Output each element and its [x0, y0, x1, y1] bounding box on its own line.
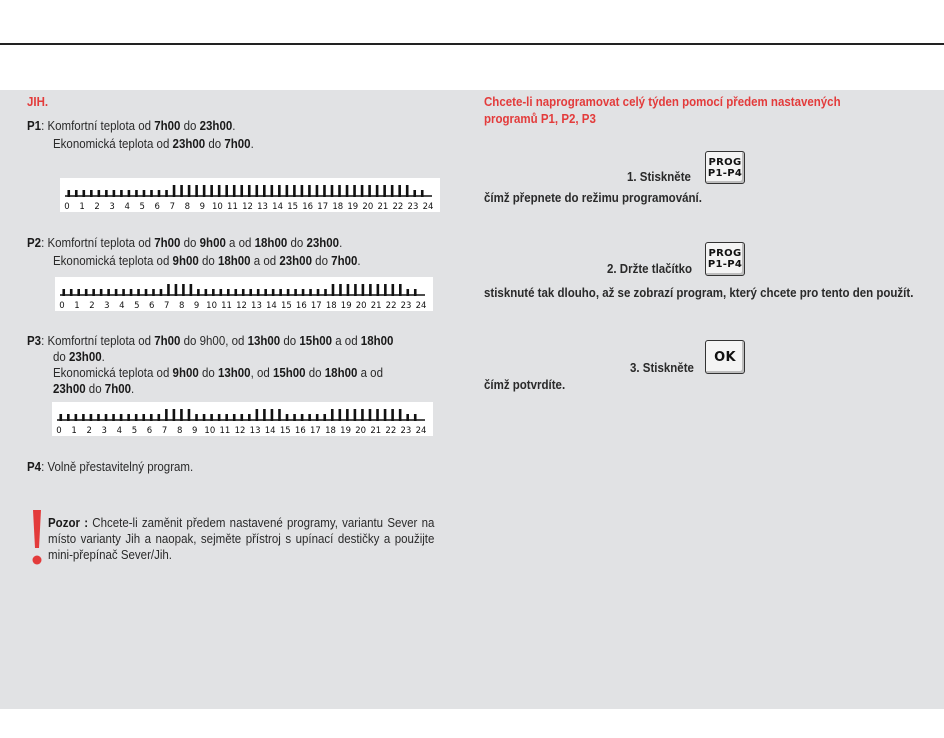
economy-tick — [100, 289, 103, 296]
economy-tick — [242, 289, 245, 296]
economy-tick — [150, 190, 153, 197]
hour-label: 17 — [317, 202, 329, 212]
comfort-tick — [233, 185, 236, 197]
p1-line-2: Ekonomická teplota od 23h00 do 7h00. — [53, 137, 254, 151]
comfort-tick — [308, 185, 311, 197]
economy-tick — [120, 414, 123, 421]
hour-label: 16 — [295, 301, 307, 311]
economy-tick — [70, 289, 73, 296]
economy-tick — [59, 414, 62, 421]
p3-line-1: P3: Komfortní teplota od 7h00 do 9h00, od 13h00 do 15h00 a od 18h00 — [27, 334, 394, 348]
economy-tick — [83, 190, 86, 197]
hour-label: 10 — [206, 301, 217, 311]
economy-tick — [413, 190, 416, 197]
hour-label: 22 — [392, 202, 404, 212]
step1-after: čímž přepnete do režimu programování. — [484, 191, 702, 205]
comfort-tick — [369, 284, 372, 296]
hour-label: 4 — [119, 301, 125, 311]
comfort-tick — [271, 409, 274, 421]
economy-tick — [150, 414, 153, 421]
comfort-tick — [347, 284, 350, 296]
hour-label: 16 — [302, 202, 314, 212]
section-heading: JIH. — [27, 95, 49, 109]
economy-tick — [160, 289, 163, 296]
economy-tick — [301, 414, 304, 421]
economy-tick — [317, 289, 320, 296]
comfort-tick — [361, 409, 364, 421]
hour-label: 3 — [104, 301, 110, 311]
comfort-tick — [271, 185, 274, 197]
economy-tick — [205, 289, 208, 296]
comfort-tick — [256, 409, 259, 421]
comfort-tick — [338, 185, 341, 197]
hour-label: 3 — [101, 426, 107, 436]
comfort-tick — [180, 185, 183, 197]
hour-label: 19 — [340, 301, 352, 311]
hour-label: 0 — [59, 301, 65, 311]
economy-tick — [67, 414, 70, 421]
economy-tick — [105, 414, 108, 421]
p1-line-1: P1: Komfortní teplota od 7h00 do 23h00. — [27, 119, 236, 133]
comfort-tick — [167, 284, 170, 296]
comfort-tick — [173, 409, 176, 421]
hour-label: 11 — [227, 202, 238, 212]
comfort-tick — [339, 284, 342, 296]
economy-tick — [302, 289, 305, 296]
economy-tick — [240, 414, 243, 421]
comfort-tick — [339, 409, 342, 421]
comfort-tick — [218, 185, 221, 197]
comfort-tick — [346, 409, 349, 421]
economy-tick — [105, 190, 108, 197]
hour-label: 18 — [332, 202, 344, 212]
comfort-tick — [286, 185, 289, 197]
comfort-tick — [361, 185, 364, 197]
comfort-tick — [377, 284, 380, 296]
hour-label: 22 — [385, 301, 397, 311]
hour-label: 7 — [161, 426, 168, 436]
comfort-tick — [190, 284, 193, 296]
step2-label: 2. Držte tlačítko — [607, 262, 692, 276]
economy-tick — [197, 289, 200, 296]
hour-label: 21 — [370, 301, 382, 311]
hour-label: 5 — [139, 202, 145, 212]
comfort-tick — [293, 185, 296, 197]
economy-tick — [225, 414, 228, 421]
economy-tick — [158, 190, 161, 197]
hour-label: 10 — [212, 202, 223, 212]
economy-tick — [233, 414, 236, 421]
economy-tick — [286, 414, 289, 421]
comfort-tick — [391, 185, 394, 197]
economy-tick — [127, 414, 130, 421]
hour-label: 2 — [94, 202, 100, 212]
hour-label: 9 — [192, 426, 198, 436]
economy-tick — [287, 289, 290, 296]
p3-line-4: 23h00 do 7h00. — [53, 382, 135, 396]
hour-label: 16 — [294, 426, 306, 436]
ok-button[interactable]: OK — [705, 340, 745, 374]
economy-tick — [122, 289, 125, 296]
economy-tick — [158, 414, 161, 421]
comfort-tick — [182, 284, 185, 296]
economy-tick — [248, 414, 251, 421]
hour-label: 6 — [146, 426, 153, 436]
economy-tick — [62, 289, 65, 296]
economy-tick — [257, 289, 260, 296]
hour-label: 7 — [163, 301, 170, 311]
hour-label: 1 — [79, 202, 85, 212]
comfort-tick — [369, 409, 372, 421]
economy-tick — [212, 289, 215, 296]
hour-label: 13 — [257, 202, 268, 212]
hour-label: 20 — [355, 426, 367, 436]
hour-label: 14 — [264, 426, 276, 436]
comfort-tick — [316, 185, 319, 197]
comfort-tick — [301, 185, 304, 197]
economy-tick — [75, 414, 78, 421]
economy-tick — [203, 414, 206, 421]
economy-tick — [82, 414, 85, 421]
comfort-tick — [240, 185, 243, 197]
economy-tick — [218, 414, 221, 421]
economy-tick — [316, 414, 319, 421]
economy-tick — [249, 289, 252, 296]
economy-tick — [90, 190, 93, 197]
hour-label: 12 — [234, 426, 246, 436]
economy-tick — [210, 414, 213, 421]
comfort-tick — [175, 284, 178, 296]
comfort-tick — [173, 185, 176, 197]
hour-label: 0 — [56, 426, 62, 436]
comfort-tick — [362, 284, 365, 296]
economy-tick — [421, 190, 424, 197]
hour-label: 24 — [422, 202, 434, 212]
comfort-tick — [263, 409, 266, 421]
p3-line-2: do 23h00. — [53, 350, 105, 364]
hour-label: 15 — [287, 202, 299, 212]
economy-tick — [128, 190, 131, 197]
timeline-p3 — [52, 402, 433, 436]
p3-line-3: Ekonomická teplota od 9h00 do 13h00, od 15h00 do 18h00 a od — [53, 366, 383, 380]
hour-label: 11 — [221, 301, 232, 311]
hour-label: 13 — [251, 301, 262, 311]
economy-tick — [406, 414, 409, 421]
hour-label: 21 — [377, 202, 389, 212]
comfort-tick — [368, 185, 371, 197]
comfort-tick — [384, 284, 387, 296]
economy-tick — [120, 190, 123, 197]
economy-tick — [195, 414, 198, 421]
hour-label: 2 — [89, 301, 95, 311]
hour-label: 23 — [400, 301, 412, 311]
economy-tick — [324, 289, 327, 296]
step3-label: 3. Stiskněte — [630, 361, 694, 375]
comfort-tick — [255, 185, 258, 197]
p4-line: P4: Volně přestavitelný program. — [27, 460, 194, 474]
hour-label: 18 — [325, 301, 337, 311]
economy-tick — [137, 289, 140, 296]
hour-label: 24 — [415, 301, 427, 311]
economy-tick — [165, 190, 168, 197]
comfort-tick — [331, 409, 334, 421]
warning-text: Pozor : Chcete-li zaměnit předem nastavené programy, variantu Sever na místo varianty Jih a naopak, sejměte přístroj s upínací destičky a použijte mini-přepínač Sever/Jih. — [48, 516, 435, 562]
economy-tick — [308, 414, 311, 421]
hour-label: 6 — [149, 301, 155, 311]
prog-button-1[interactable]: PROG P1-P4 — [705, 151, 745, 184]
hour-label: 17 — [310, 301, 322, 311]
step1-label: 1. Stiskněte — [627, 170, 691, 184]
economy-tick — [264, 289, 267, 296]
comfort-tick — [165, 409, 168, 421]
hour-label: 10 — [204, 426, 216, 436]
comfort-tick — [195, 185, 198, 197]
economy-tick — [294, 289, 297, 296]
comfort-tick — [248, 185, 251, 197]
hour-label: 13 — [249, 426, 261, 436]
hour-label: 9 — [193, 301, 200, 311]
economy-tick — [75, 190, 78, 197]
economy-tick — [227, 289, 230, 296]
comfort-tick — [203, 185, 206, 197]
economy-tick — [112, 414, 115, 421]
economy-tick — [77, 289, 80, 296]
economy-tick — [107, 289, 110, 296]
hour-label: 14 — [266, 301, 277, 311]
hour-label: 24 — [415, 426, 427, 436]
hour-label: 9 — [199, 202, 206, 212]
prog-button-2[interactable]: PROG P1-P4 — [705, 242, 745, 276]
hour-label: 19 — [347, 202, 359, 212]
economy-tick — [92, 289, 95, 296]
hour-label: 4 — [116, 426, 123, 436]
p2-line-1: P2: Komfortní teplota od 7h00 do 9h00 a od 18h00 do 23h00. — [27, 236, 343, 250]
hour-label: 19 — [340, 426, 351, 436]
comfort-tick — [391, 409, 394, 421]
economy-tick — [98, 190, 101, 197]
comfort-tick — [180, 409, 183, 421]
hour-label: 8 — [178, 301, 185, 311]
timeline-p1 — [60, 178, 440, 212]
hour-label: 23 — [407, 202, 419, 212]
economy-tick — [85, 289, 88, 296]
hour-label: 3 — [109, 202, 115, 212]
step2-after: stisknuté tak dlouho, až se zobrazí program, který chcete pro tento den použít. — [484, 286, 914, 300]
hour-label: 12 — [236, 301, 247, 311]
comfort-tick — [323, 185, 326, 197]
comfort-tick — [263, 185, 266, 197]
warning-exclamation-icon — [32, 510, 42, 566]
economy-tick — [67, 190, 70, 197]
hour-label: 20 — [355, 301, 367, 311]
hour-label: 12 — [242, 202, 253, 212]
comfort-tick — [383, 185, 386, 197]
comfort-tick — [331, 185, 334, 197]
comfort-tick — [346, 185, 349, 197]
hour-label: 18 — [325, 426, 336, 436]
comfort-tick — [332, 284, 335, 296]
economy-tick — [272, 289, 275, 296]
comfort-tick — [398, 185, 401, 197]
economy-tick — [323, 414, 326, 421]
economy-tick — [143, 190, 146, 197]
hour-label: 14 — [272, 202, 283, 212]
economy-tick — [152, 289, 155, 296]
economy-tick — [309, 289, 312, 296]
economy-tick — [414, 414, 417, 421]
hour-label: 6 — [154, 202, 160, 212]
hour-label: 15 — [279, 426, 291, 436]
comfort-tick — [392, 284, 395, 296]
comfort-tick — [406, 185, 409, 197]
comfort-tick — [353, 185, 356, 197]
hour-label: 2 — [86, 426, 92, 436]
hour-label: 11 — [219, 426, 231, 436]
hour-label: 21 — [370, 426, 382, 436]
economy-tick — [90, 414, 93, 421]
comfort-tick — [376, 185, 379, 197]
comfort-tick — [354, 284, 357, 296]
economy-tick — [135, 190, 138, 197]
comfort-tick — [384, 409, 387, 421]
hour-label: 5 — [131, 426, 138, 436]
hour-label: 17 — [310, 426, 321, 436]
step3-after: čímž potvrdíte. — [484, 378, 566, 392]
economy-tick — [414, 289, 417, 296]
header-rule — [0, 43, 944, 45]
economy-tick — [145, 289, 148, 296]
comfort-tick — [225, 185, 228, 197]
economy-tick — [97, 414, 100, 421]
comfort-tick — [210, 185, 213, 197]
comfort-tick — [188, 185, 191, 197]
hour-label: 4 — [124, 202, 130, 212]
hour-label: 5 — [134, 301, 140, 311]
timeline-p2 — [55, 277, 433, 311]
comfort-tick — [399, 284, 402, 296]
p2-line-2: Ekonomická teplota od 9h00 do 18h00 a od 23h00 do 7h00. — [53, 254, 361, 268]
comfort-tick — [188, 409, 191, 421]
hour-label: 7 — [169, 202, 176, 212]
hour-label: 23 — [400, 426, 412, 436]
economy-tick — [135, 414, 138, 421]
economy-tick — [142, 414, 145, 421]
economy-tick — [293, 414, 296, 421]
hour-label: 1 — [71, 426, 77, 436]
economy-tick — [406, 289, 409, 296]
right-heading: Chcete-li naprogramovat celý týden pomocí předem nastavených programů P1, P2, P3 — [484, 95, 841, 126]
hour-label: 0 — [64, 202, 70, 212]
comfort-tick — [354, 409, 357, 421]
comfort-tick — [399, 409, 402, 421]
hour-label: 8 — [184, 202, 191, 212]
economy-tick — [130, 289, 133, 296]
economy-tick — [220, 289, 223, 296]
economy-tick — [115, 289, 118, 296]
comfort-tick — [278, 409, 281, 421]
hour-label: 22 — [385, 426, 397, 436]
hour-label: 8 — [176, 426, 183, 436]
hour-label: 1 — [74, 301, 80, 311]
economy-tick — [279, 289, 282, 296]
hour-label: 20 — [362, 202, 374, 212]
comfort-tick — [278, 185, 281, 197]
economy-tick — [113, 190, 116, 197]
economy-tick — [234, 289, 237, 296]
comfort-tick — [376, 409, 379, 421]
hour-label: 15 — [280, 301, 292, 311]
